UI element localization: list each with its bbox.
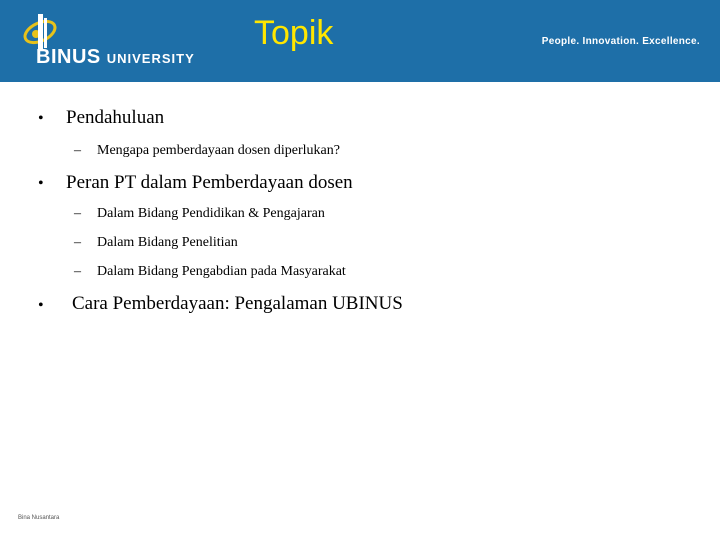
sub-item: Dalam Bidang Pengabdian pada Masyarakat	[97, 264, 346, 279]
bullet-icon: •	[38, 297, 44, 314]
footer-text: Bina Nusantara	[18, 515, 60, 521]
dash-icon: –	[74, 264, 81, 279]
section-heading: Peran PT dalam Pemberdayaan dosen	[66, 172, 353, 193]
sub-item: Mengapa pemberdayaan dosen diperlukan?	[97, 143, 340, 158]
section-heading: Cara Pemberdayaan: Pengalaman UBINUS	[72, 293, 403, 314]
dash-icon: –	[74, 143, 81, 158]
sub-item: Dalam Bidang Penelitian	[97, 235, 238, 250]
dash-icon: –	[74, 235, 81, 250]
sub-item: Dalam Bidang Pendidikan & Pengajaran	[97, 206, 325, 221]
bullet-icon: •	[38, 110, 44, 127]
slide-header	[0, 0, 720, 82]
logo-wordmark	[36, 46, 195, 69]
section-heading: Pendahuluan	[66, 107, 165, 128]
logo-name: BINUS	[36, 46, 101, 68]
logo-subtext: UNIVERSITY	[106, 51, 195, 66]
tagline: People. Innovation. Excellence.	[541, 36, 700, 47]
slide-title: Topik	[254, 14, 334, 52]
bullet-icon: •	[38, 175, 44, 192]
dash-icon: –	[74, 206, 81, 221]
